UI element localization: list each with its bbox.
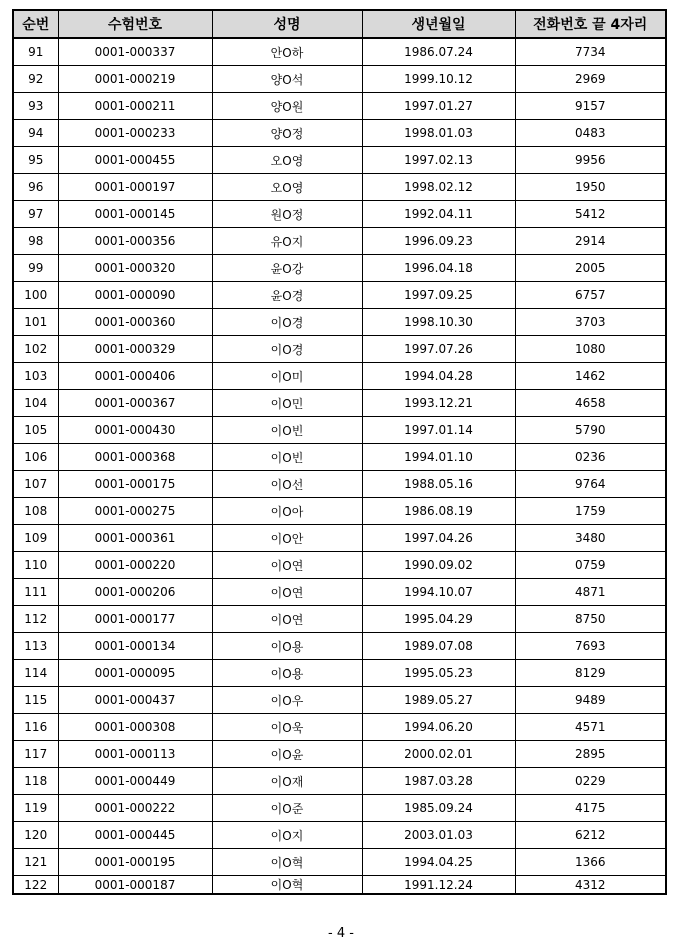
- exam-number-cell: 0001-000406: [58, 363, 212, 390]
- seq-cell: 94: [13, 120, 58, 147]
- exam-number-cell: 0001-000329: [58, 336, 212, 363]
- exam-number-cell: 0001-000134: [58, 633, 212, 660]
- exam-number-cell: 0001-000195: [58, 849, 212, 876]
- table-row: [13, 579, 666, 606]
- seq-cell: 103: [13, 363, 58, 390]
- header-phone-last4: 전화번호 끝 4자리: [515, 10, 666, 38]
- table-row: [13, 795, 666, 822]
- page-number: - 4 -: [328, 926, 354, 941]
- birthdate-cell: 1997.01.27: [362, 93, 515, 120]
- birthdate-cell: 1994.04.28: [362, 363, 515, 390]
- name-cell: 이O재: [212, 768, 362, 795]
- table-row: [13, 201, 666, 228]
- name-cell: 이O연: [212, 606, 362, 633]
- table-row: [13, 525, 666, 552]
- exam-number-cell: 0001-000360: [58, 309, 212, 336]
- exam-number-cell: 0001-000233: [58, 120, 212, 147]
- seq-cell: 109: [13, 525, 58, 552]
- table-row: [13, 741, 666, 768]
- birthdate-cell: 1997.04.26: [362, 525, 515, 552]
- seq-cell: 104: [13, 390, 58, 417]
- table-row: [13, 498, 666, 525]
- table-row: [13, 120, 666, 147]
- phone-last4-cell: 3480: [515, 525, 666, 552]
- seq-cell: 116: [13, 714, 58, 741]
- birthdate-cell: 1996.04.18: [362, 255, 515, 282]
- birthdate-cell: 2000.02.01: [362, 741, 515, 768]
- exam-number-cell: 0001-000430: [58, 417, 212, 444]
- phone-last4-cell: 9956: [515, 147, 666, 174]
- seq-cell: 115: [13, 687, 58, 714]
- name-cell: 이O혁: [212, 849, 362, 876]
- table-row: [13, 444, 666, 471]
- phone-last4-cell: 4312: [515, 876, 666, 895]
- seq-cell: 108: [13, 498, 58, 525]
- phone-last4-cell: 2914: [515, 228, 666, 255]
- seq-cell: 106: [13, 444, 58, 471]
- seq-cell: 91: [13, 38, 58, 66]
- name-cell: 이O선: [212, 471, 362, 498]
- name-cell: 이O빈: [212, 417, 362, 444]
- header-birthdate: 생년월일: [362, 10, 515, 38]
- table-row: [13, 282, 666, 309]
- exam-number-cell: 0001-000367: [58, 390, 212, 417]
- name-cell: 이O경: [212, 309, 362, 336]
- exam-number-cell: 0001-000445: [58, 822, 212, 849]
- seq-cell: 118: [13, 768, 58, 795]
- seq-cell: 121: [13, 849, 58, 876]
- name-cell: 이O연: [212, 579, 362, 606]
- birthdate-cell: 1995.04.29: [362, 606, 515, 633]
- phone-last4-cell: 1759: [515, 498, 666, 525]
- birthdate-cell: 1996.09.23: [362, 228, 515, 255]
- name-cell: 이O혁: [212, 876, 362, 895]
- phone-last4-cell: 3703: [515, 309, 666, 336]
- name-cell: 이O민: [212, 390, 362, 417]
- name-cell: 오O영: [212, 147, 362, 174]
- phone-last4-cell: 9764: [515, 471, 666, 498]
- phone-last4-cell: 1366: [515, 849, 666, 876]
- birthdate-cell: 1997.09.25: [362, 282, 515, 309]
- table-row: [13, 336, 666, 363]
- seq-cell: 110: [13, 552, 58, 579]
- applicant-list: [12, 9, 665, 895]
- birthdate-cell: 1986.08.19: [362, 498, 515, 525]
- name-cell: 이O연: [212, 552, 362, 579]
- exam-number-cell: 0001-000337: [58, 38, 212, 66]
- phone-last4-cell: 6212: [515, 822, 666, 849]
- phone-last4-cell: 0236: [515, 444, 666, 471]
- birthdate-cell: 1994.04.25: [362, 849, 515, 876]
- seq-cell: 120: [13, 822, 58, 849]
- exam-number-cell: 0001-000187: [58, 876, 212, 895]
- name-cell: 오O영: [212, 174, 362, 201]
- seq-cell: 112: [13, 606, 58, 633]
- birthdate-cell: 1994.06.20: [362, 714, 515, 741]
- seq-cell: 95: [13, 147, 58, 174]
- name-cell: 원O정: [212, 201, 362, 228]
- exam-number-cell: 0001-000095: [58, 660, 212, 687]
- table-row: [13, 66, 666, 93]
- birthdate-cell: 1997.02.13: [362, 147, 515, 174]
- table-row: [13, 606, 666, 633]
- name-cell: 이O지: [212, 822, 362, 849]
- table-row: [13, 660, 666, 687]
- seq-cell: 114: [13, 660, 58, 687]
- exam-number-cell: 0001-000220: [58, 552, 212, 579]
- exam-number-cell: 0001-000177: [58, 606, 212, 633]
- seq-cell: 98: [13, 228, 58, 255]
- name-cell: 이O용: [212, 660, 362, 687]
- table-row: [13, 822, 666, 849]
- phone-last4-cell: 2005: [515, 255, 666, 282]
- birthdate-cell: 1989.07.08: [362, 633, 515, 660]
- seq-cell: 107: [13, 471, 58, 498]
- seq-cell: 102: [13, 336, 58, 363]
- birthdate-cell: 1987.03.28: [362, 768, 515, 795]
- table-row: [13, 768, 666, 795]
- name-cell: 이O안: [212, 525, 362, 552]
- birthdate-cell: 1995.05.23: [362, 660, 515, 687]
- birthdate-cell: 1986.07.24: [362, 38, 515, 66]
- exam-number-cell: 0001-000320: [58, 255, 212, 282]
- phone-last4-cell: 2969: [515, 66, 666, 93]
- name-cell: 이O우: [212, 687, 362, 714]
- exam-number-cell: 0001-000361: [58, 525, 212, 552]
- name-cell: 이O윤: [212, 741, 362, 768]
- name-cell: 양O정: [212, 120, 362, 147]
- name-cell: 양O석: [212, 66, 362, 93]
- phone-last4-cell: 6757: [515, 282, 666, 309]
- phone-last4-cell: 2895: [515, 741, 666, 768]
- table-header-row: [13, 10, 666, 38]
- exam-number-cell: 0001-000356: [58, 228, 212, 255]
- name-cell: 이O경: [212, 336, 362, 363]
- birthdate-cell: 1991.12.24: [362, 876, 515, 895]
- seq-cell: 96: [13, 174, 58, 201]
- birthdate-cell: 1998.02.12: [362, 174, 515, 201]
- phone-last4-cell: 7734: [515, 38, 666, 66]
- table-row: [13, 849, 666, 876]
- seq-cell: 99: [13, 255, 58, 282]
- name-cell: 안O하: [212, 38, 362, 66]
- table-row: [13, 687, 666, 714]
- birthdate-cell: 1985.09.24: [362, 795, 515, 822]
- name-cell: 이O욱: [212, 714, 362, 741]
- phone-last4-cell: 1950: [515, 174, 666, 201]
- name-cell: 이O빈: [212, 444, 362, 471]
- phone-last4-cell: 5412: [515, 201, 666, 228]
- phone-last4-cell: 4871: [515, 579, 666, 606]
- phone-last4-cell: 9157: [515, 93, 666, 120]
- phone-last4-cell: 5790: [515, 417, 666, 444]
- seq-cell: 113: [13, 633, 58, 660]
- table-row: [13, 255, 666, 282]
- phone-last4-cell: 1462: [515, 363, 666, 390]
- seq-cell: 93: [13, 93, 58, 120]
- table-row: [13, 471, 666, 498]
- phone-last4-cell: 1080: [515, 336, 666, 363]
- birthdate-cell: 1988.05.16: [362, 471, 515, 498]
- table-row: [13, 417, 666, 444]
- name-cell: 이O용: [212, 633, 362, 660]
- table-row: [13, 390, 666, 417]
- birthdate-cell: 1998.01.03: [362, 120, 515, 147]
- birthdate-cell: 1994.10.07: [362, 579, 515, 606]
- table-row: [13, 147, 666, 174]
- header-name: 성명: [212, 10, 362, 38]
- birthdate-cell: 1997.01.14: [362, 417, 515, 444]
- applicant-table: [12, 9, 667, 895]
- phone-last4-cell: 9489: [515, 687, 666, 714]
- name-cell: 이O준: [212, 795, 362, 822]
- exam-number-cell: 0001-000449: [58, 768, 212, 795]
- exam-number-cell: 0001-000222: [58, 795, 212, 822]
- table-row: [13, 228, 666, 255]
- birthdate-cell: 1997.07.26: [362, 336, 515, 363]
- table-row: [13, 633, 666, 660]
- name-cell: 양O원: [212, 93, 362, 120]
- exam-number-cell: 0001-000197: [58, 174, 212, 201]
- exam-number-cell: 0001-000368: [58, 444, 212, 471]
- exam-number-cell: 0001-000090: [58, 282, 212, 309]
- table-row: [13, 714, 666, 741]
- exam-number-cell: 0001-000455: [58, 147, 212, 174]
- seq-cell: 119: [13, 795, 58, 822]
- birthdate-cell: 2003.01.03: [362, 822, 515, 849]
- phone-last4-cell: 4175: [515, 795, 666, 822]
- seq-cell: 92: [13, 66, 58, 93]
- name-cell: 이O미: [212, 363, 362, 390]
- phone-last4-cell: 7693: [515, 633, 666, 660]
- phone-last4-cell: 4658: [515, 390, 666, 417]
- seq-cell: 100: [13, 282, 58, 309]
- seq-cell: 111: [13, 579, 58, 606]
- birthdate-cell: 1998.10.30: [362, 309, 515, 336]
- birthdate-cell: 1994.01.10: [362, 444, 515, 471]
- seq-cell: 122: [13, 876, 58, 895]
- exam-number-cell: 0001-000275: [58, 498, 212, 525]
- exam-number-cell: 0001-000211: [58, 93, 212, 120]
- birthdate-cell: 1999.10.12: [362, 66, 515, 93]
- seq-cell: 97: [13, 201, 58, 228]
- phone-last4-cell: 0483: [515, 120, 666, 147]
- phone-last4-cell: 0759: [515, 552, 666, 579]
- birthdate-cell: 1992.04.11: [362, 201, 515, 228]
- phone-last4-cell: 8129: [515, 660, 666, 687]
- header-seq: 순번: [13, 10, 58, 38]
- name-cell: 윤O경: [212, 282, 362, 309]
- name-cell: 유O지: [212, 228, 362, 255]
- exam-number-cell: 0001-000145: [58, 201, 212, 228]
- birthdate-cell: 1990.09.02: [362, 552, 515, 579]
- seq-cell: 105: [13, 417, 58, 444]
- table-row: [13, 309, 666, 336]
- birthdate-cell: 1989.05.27: [362, 687, 515, 714]
- seq-cell: 101: [13, 309, 58, 336]
- phone-last4-cell: 4571: [515, 714, 666, 741]
- header-exam-number: 수험번호: [58, 10, 212, 38]
- exam-number-cell: 0001-000437: [58, 687, 212, 714]
- table-body: [13, 38, 666, 894]
- table-row: [13, 876, 666, 895]
- phone-last4-cell: 0229: [515, 768, 666, 795]
- exam-number-cell: 0001-000113: [58, 741, 212, 768]
- table-row: [13, 38, 666, 66]
- name-cell: 이O아: [212, 498, 362, 525]
- exam-number-cell: 0001-000175: [58, 471, 212, 498]
- table-row: [13, 174, 666, 201]
- phone-last4-cell: 8750: [515, 606, 666, 633]
- table-row: [13, 93, 666, 120]
- birthdate-cell: 1993.12.21: [362, 390, 515, 417]
- table-row: [13, 363, 666, 390]
- exam-number-cell: 0001-000206: [58, 579, 212, 606]
- exam-number-cell: 0001-000219: [58, 66, 212, 93]
- seq-cell: 117: [13, 741, 58, 768]
- name-cell: 윤O강: [212, 255, 362, 282]
- exam-number-cell: 0001-000308: [58, 714, 212, 741]
- table-row: [13, 552, 666, 579]
